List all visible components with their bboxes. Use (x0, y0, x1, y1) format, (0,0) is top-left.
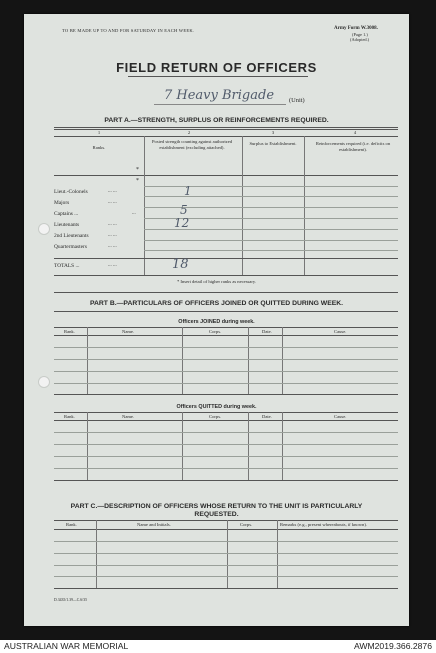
rank-lieut-colonels: Lieut.-Colonels (54, 189, 88, 195)
part-c-col-divider (96, 520, 97, 588)
quitted-header-rule (54, 420, 398, 421)
part-c-col-divider (277, 520, 278, 588)
footer-institution: AUSTRALIAN WAR MEMORIAL (4, 641, 129, 651)
totals-bottom-rule (54, 275, 398, 276)
posted-captains: 5 (180, 203, 188, 217)
part-c-header-rule (54, 529, 398, 530)
quitted-col-corps: Corps. (209, 414, 222, 419)
col-header-ranks: Ranks. (92, 145, 106, 150)
quitted-col-rank: Rank. (64, 414, 75, 419)
leader-dots: ... (132, 211, 136, 216)
joined-header-top-rule (54, 327, 398, 328)
row-line (144, 240, 398, 241)
totals-label: TOTALS ... (54, 263, 80, 269)
joined-bottom-rule (54, 394, 398, 395)
leader-dots: ... ... (108, 222, 117, 227)
adopted-note: (Adopted.) (350, 37, 370, 42)
part-a-header-rule (54, 175, 398, 176)
col-header-reinforcements: Reinforcements required (i.e. deficits on establishment). (315, 141, 391, 152)
posted-lieutenants: 12 (174, 216, 190, 230)
row-line (144, 196, 398, 197)
row-line (54, 371, 398, 372)
leader-dots: ... ... (108, 200, 117, 205)
footnote: * Insert detail of higher ranks as necessary. (176, 279, 257, 284)
part-b-heading-rule (54, 311, 398, 312)
part-c-bottom-rule (54, 588, 398, 589)
part-c-col-divider (227, 520, 228, 588)
unit-line (154, 104, 286, 105)
rank-majors: Majors (54, 200, 70, 206)
part-a-top-rule (54, 127, 398, 128)
part-a-heading: PART A.—STRENGTH, SURPLUS OR REINFORCEMENTS REQUIRED. (104, 117, 329, 124)
quitted-col-name: Name. (122, 414, 135, 419)
part-b-top-rule (54, 292, 398, 293)
quitted-col-cause: Cause. (334, 414, 347, 419)
document-page (24, 14, 409, 626)
print-code: D.3435/1.39—C.6/35 (54, 598, 88, 602)
leader-dots: ... ... (108, 244, 117, 249)
totals-top-rule (54, 258, 398, 259)
leader-dots: ... ... (108, 189, 117, 194)
part-c-heading-line2: REQUESTED. (194, 511, 239, 518)
row-line (54, 456, 398, 457)
quitted-bottom-rule (54, 480, 398, 481)
col-number-1: 1 (97, 130, 101, 135)
col-number-3: 3 (271, 130, 275, 135)
form-title: FIELD RETURN OF OFFICERS (116, 60, 317, 75)
row-line (54, 468, 398, 469)
joined-col-corps: Corps. (209, 329, 222, 334)
part-a-col-divider (144, 136, 145, 276)
unit-label: (Unit) (289, 97, 305, 104)
row-line (54, 553, 398, 554)
part-c-col-rank: Rank. (66, 522, 77, 527)
posted-totals: 18 (172, 257, 189, 272)
joined-header-rule (54, 335, 398, 336)
part-c-heading-line1: PART C.—DESCRIPTION OF OFFICERS WHOSE RETURN TO THE UNIT IS PARTICULARLY (70, 503, 363, 510)
part-a-col-divider (304, 136, 305, 276)
title-underline (128, 76, 308, 77)
asterisk-row: * (136, 167, 139, 173)
quitted-col-divider (87, 412, 88, 480)
row-line (54, 541, 398, 542)
leader-dots: ... ... (108, 233, 117, 238)
part-b-heading: PART B.—PARTICULARS OF OFFICERS JOINED OR QUITTED DURING WEEK. (89, 300, 344, 307)
row-line (144, 186, 398, 187)
part-a-colnum-rule (54, 136, 398, 137)
row-line (54, 565, 398, 566)
rank-lieutenants: Lieutenants (54, 222, 80, 228)
part-c-col-corps: Corps. (240, 522, 253, 527)
rank-quartermasters: Quartermasters (54, 244, 87, 250)
joined-col-date: Date. (262, 329, 272, 334)
footer-bar (0, 640, 436, 653)
row-line (54, 432, 398, 433)
row-line (54, 576, 398, 577)
page-number: (Page 1.) (352, 32, 368, 37)
quitted-col-divider (248, 412, 249, 480)
row-line (54, 444, 398, 445)
col-header-surplus: Surplus to Establishment. (249, 141, 297, 146)
posted-lieut-colonels: 1 (184, 184, 192, 198)
rank-2nd-lieutenants: 2nd Lieutenants (54, 233, 89, 239)
punch-hole (38, 376, 50, 388)
quitted-col-date: Date. (262, 414, 272, 419)
joined-col-name: Name. (122, 329, 135, 334)
army-form-number: Army Form W.3008. (334, 26, 378, 31)
col-number-4: 4 (353, 130, 357, 135)
part-c-header-top-rule (54, 520, 398, 521)
row-line (54, 347, 398, 348)
unit-name-handwritten: 7 Heavy Brigade (164, 88, 275, 103)
rank-captains: Captains ... (54, 211, 79, 217)
row-line (54, 383, 398, 384)
footer-accession-number: AWM2019.366.2876 (353, 641, 432, 651)
asterisk-row: * (136, 178, 139, 184)
leader-dots: ... ... (108, 263, 117, 268)
instruction-text: TO BE MADE UP TO AND FOR SATURDAY IN EACH WEEK. (62, 28, 195, 33)
part-a-col-divider (242, 136, 243, 276)
quitted-subheading: Officers QUITTED during week. (176, 404, 257, 410)
col-number-2: 2 (187, 130, 191, 135)
quitted-col-divider (182, 412, 183, 480)
joined-col-rank: Rank. (64, 329, 75, 334)
joined-col-cause: Cause. (334, 329, 347, 334)
part-c-col-name: Name and Initials. (137, 522, 171, 527)
row-line (54, 359, 398, 360)
quitted-header-top-rule (54, 412, 398, 413)
row-line (144, 250, 398, 251)
joined-subheading: Officers JOINED during week. (178, 319, 255, 325)
col-header-posted-strength: Posted strength counting against authorized establishment (excluding attached). (151, 139, 233, 150)
part-c-col-remarks: Remarks (e.g., present whereabouts, if known). (280, 522, 368, 527)
quitted-col-divider (282, 412, 283, 480)
punch-hole (38, 223, 50, 235)
